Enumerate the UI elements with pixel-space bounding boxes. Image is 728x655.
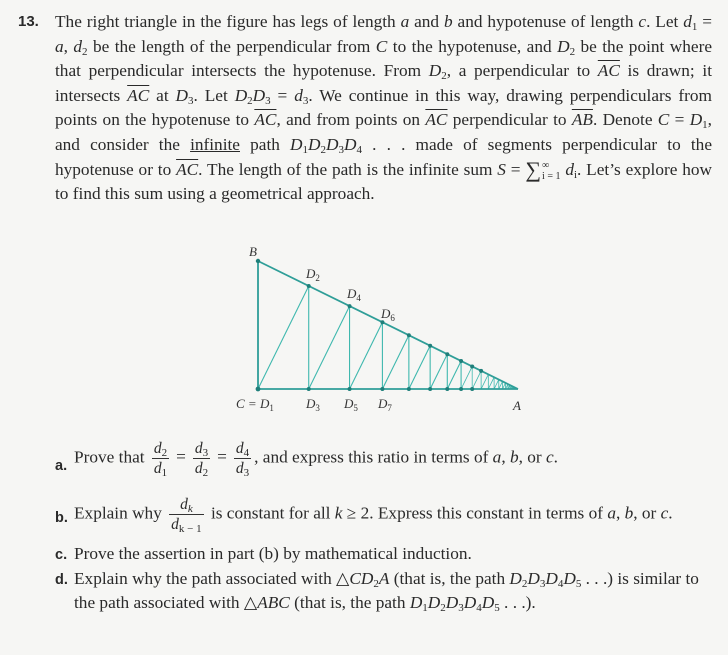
path-segment xyxy=(409,346,430,389)
triangle-figure xyxy=(226,240,536,420)
point-d10 xyxy=(428,344,432,348)
point-d13 xyxy=(445,387,449,391)
path-segment xyxy=(309,306,350,389)
path-segment xyxy=(472,371,481,389)
path-segment xyxy=(258,286,309,389)
path-segment xyxy=(382,335,408,389)
label-c-d1: $C = D_1$ xyxy=(236,396,274,413)
label-a: A xyxy=(513,398,521,413)
point-d17 xyxy=(470,387,474,391)
part-c xyxy=(55,542,715,567)
path-segment xyxy=(494,380,499,389)
part-a-text: Prove that $\frac{d_2}{d_1}$ = $\frac{d_3}{d_2}$ = $\frac{d_4}{d_3}$ , and express this ratio in terms of a, b, or c. xyxy=(74,440,558,479)
path-segment xyxy=(499,381,503,389)
hypotenuse-ab xyxy=(258,261,518,389)
perpendicular-path xyxy=(258,286,517,389)
path-segment xyxy=(461,366,472,389)
point-c xyxy=(256,387,261,392)
part-d-label: d. xyxy=(55,572,68,588)
ratio-d3-d2: $\frac{d_3}{d_2}$ xyxy=(194,440,209,479)
label-d2: $D_2$ xyxy=(306,266,320,283)
path-segment xyxy=(481,374,488,389)
problem-number: 13. xyxy=(18,13,39,30)
part-a xyxy=(55,436,715,496)
triangle-diagram xyxy=(226,240,536,420)
point-d12 xyxy=(445,352,449,356)
point-d5 xyxy=(348,387,352,391)
part-b-label: b. xyxy=(55,510,68,526)
point-d16 xyxy=(470,364,474,368)
point-d8 xyxy=(407,333,411,337)
problem-statement: The right triangle in the figure has legs of length a and b and hypotenuse of length c. Let $d_1 = a$, $d_2$ be the length of the perpendicular from C to the hypotenuse, and $D_2$ be the point where that perpendicular intersects the hypotenuse. From $D_2$, a perpendicular to $\overline{AC}$ is drawn; it intersects $\overline{AC}$ at $D_3$. Let $D_2D_3 = d_3$. We continue in this way, drawing perpendiculars from points on the hypotenuse to $\overline{AC}$, and from points on $\overline{AC}$ perpendicular to $\overline{AB}$. Denote $C = D_1$, and consider the infinite path $D_1D_2D_3D_4$ . . . made of segments perpendicular to the hypotenuse or to $\overline{AC}$. The length of the path is the infinite sum S = ∑ ∞ i = 1 $d_i$. Let’s explore how to find this sum using a geometrical approach. xyxy=(55,12,713,204)
point-d4 xyxy=(348,304,352,308)
point-d9 xyxy=(407,387,411,391)
problem-parts xyxy=(55,436,715,615)
triangle-outline xyxy=(258,261,518,389)
point-d2 xyxy=(307,284,311,288)
path-segment xyxy=(430,354,447,389)
ratio-d2-d1: $\frac{d_2}{d_1}$ xyxy=(153,440,168,479)
part-b-text: Explain why $\frac{d_k}{d_{k - 1}}$ is constant for all k ≥ 2. Express this constant in terms of a, b, or c. xyxy=(74,496,673,535)
path-segment xyxy=(488,377,494,389)
label-d6: $D_6$ xyxy=(381,306,395,323)
point-d15 xyxy=(459,387,463,391)
point-d3 xyxy=(307,387,311,391)
part-a-label: a. xyxy=(55,458,68,474)
point-d14 xyxy=(459,359,463,363)
path-segment xyxy=(350,322,383,389)
point-d7 xyxy=(380,387,384,391)
part-d xyxy=(55,567,715,615)
path-segment xyxy=(447,361,461,389)
ratio-dk: $\frac{d_k}{d_{k - 1}}$ xyxy=(171,496,202,535)
part-c-text: Prove the assertion in part (b) by mathematical induction. xyxy=(74,544,472,563)
problem-13 xyxy=(18,10,712,207)
label-d5: $D_5$ xyxy=(344,396,358,413)
point-d11 xyxy=(428,387,432,391)
part-c-label: c. xyxy=(55,547,68,563)
point-d18 xyxy=(479,369,483,373)
ratio-d4-d3: $\frac{d_4}{d_3}$ xyxy=(235,440,250,479)
label-d3: $D_3$ xyxy=(306,396,320,413)
path-segment xyxy=(503,383,506,389)
part-b xyxy=(55,496,715,542)
label-d4: $D_4$ xyxy=(347,286,361,303)
label-d7: $D_7$ xyxy=(378,396,392,413)
part-d-text: Explain why the path associated with $\triangle CD_2A$ (that is, the path $D_2D_3D_4D_5$ . . .) is similar to the path associated with △ABC (that is, the path $D_1D_2D_3D_4D_5$ . . .). xyxy=(74,569,699,614)
label-b: B xyxy=(249,244,257,259)
